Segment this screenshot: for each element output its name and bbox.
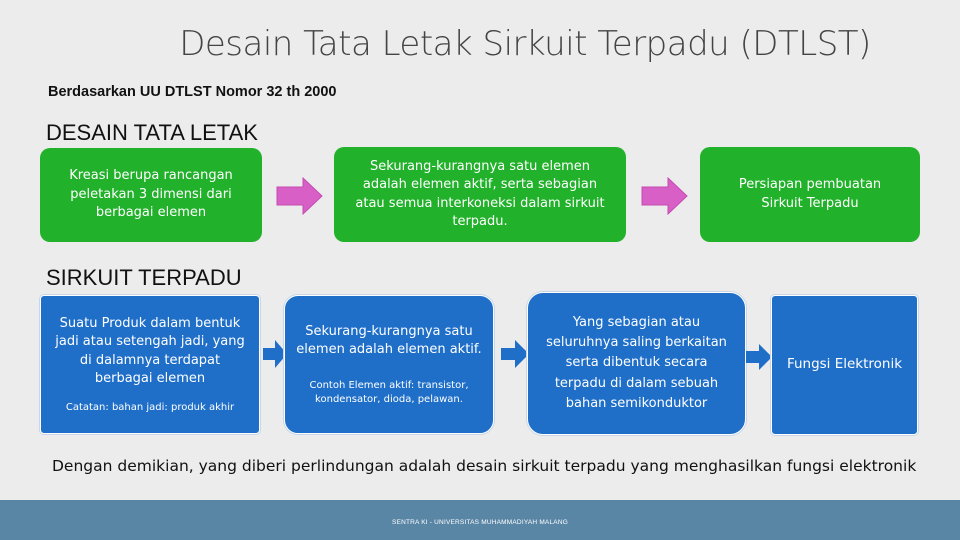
section-heading-sirkuit-terpadu: SIRKUIT TERPADU [46, 265, 242, 290]
right-arrow-icon [745, 343, 773, 371]
definition-text: Suatu Produk dalam bentuk jadi atau setengah jadi, yang di dalamnya terdapat berbagai elemen [55, 315, 245, 387]
definition-text: Sekurang-kurangnya satu elemen adalah elemen aktif. [296, 323, 482, 357]
definition-text: Sekurang-kurangnya satu elemen adalah elemen aktif, serta sebagian atau semua interkoneksi dalam sirkuit terpadu. [355, 158, 605, 229]
right-arrow-icon [641, 177, 689, 215]
right-arrow-icon [500, 339, 530, 369]
definition-text: Fungsi Elektronik [786, 356, 903, 373]
definition-text: Persiapan pembuatan Sirkuit Terpadu [738, 177, 882, 211]
definition-box-kreasi [40, 148, 262, 242]
definition-box-elemen-aktif [334, 147, 626, 242]
definition-box-produk [40, 295, 260, 434]
definition-text: Yang sebagian atau seluruhnya saling berkaitan serta dibentuk secara terpadu di dalam sebuah bahan semikonduktor [546, 315, 727, 411]
definition-box-fungsi-elektronik [771, 295, 918, 435]
page-title: Desain Tata Letak Sirkuit Terpadu (DTLST) [179, 24, 871, 64]
definition-text: Kreasi berupa rancangan peletakan 3 dimensi dari berbagai elemen [69, 168, 233, 221]
right-arrow-icon [276, 177, 324, 215]
footer-text: SENTRA KI - UNIVERSITAS MUHAMMADIYAH MALANG [392, 519, 568, 526]
subtitle: Berdasarkan UU DTLST Nomor 32 th 2000 [48, 84, 337, 100]
definition-box-persiapan [700, 147, 920, 242]
definition-note: Catatan: bahan jadi: produk akhir [65, 401, 235, 413]
conclusion-text: Dengan demikian, yang diberi perlindungan adalah desain sirkuit terpadu yang menghasilkan fungsi elektronik [52, 457, 917, 475]
definition-note: Contoh Elemen aktif: transistor, kondensator, dioda, pelawan. [309, 380, 469, 405]
definition-box-elemen-aktif-2 [284, 295, 494, 434]
section-heading-desain-tata-letak: DESAIN TATA LETAK [46, 120, 258, 145]
definition-box-semikonduktor [527, 292, 746, 435]
